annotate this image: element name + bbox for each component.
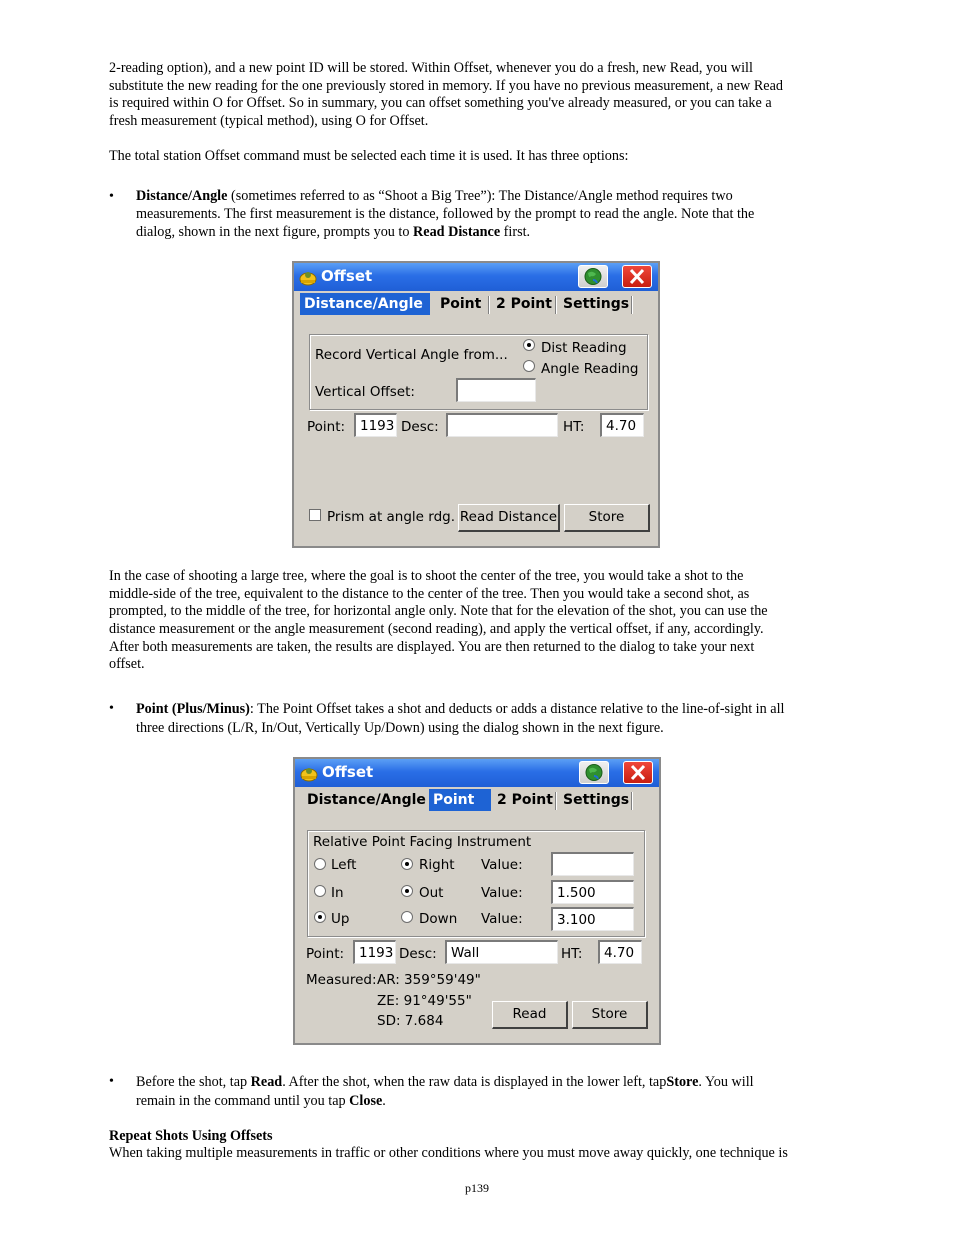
intro-line-5: The total station Offset command must be selected each time it is used. It has three options: (109, 148, 629, 164)
intro-line-3: is required within O for Offset. So in summary, you can offset something you've already measured, or you can take a (109, 95, 772, 111)
up-down-value-field[interactable]: 3.100 (551, 907, 634, 931)
intro-line-2: substitute the new reading for the one previously stored in memory. If you have no previous measurement, a new Read (109, 78, 783, 94)
right-label: Right (419, 857, 455, 873)
close-button[interactable] (623, 761, 653, 784)
close-icon (623, 266, 651, 287)
point-label: Point: (307, 419, 346, 435)
desc-label: Desc: (401, 419, 439, 435)
offset-dialog-distance-angle (292, 261, 660, 548)
left-right-value-field[interactable] (551, 852, 634, 876)
point-label: Point: (306, 946, 345, 962)
angle-reading-radio[interactable] (523, 360, 535, 372)
left-label: Left (331, 857, 357, 873)
ht-field[interactable]: 4.70 (600, 413, 644, 437)
dialog-title: Offset (321, 267, 373, 285)
bullet1-line-2: measurements. The first measurement is the distance, followed by the prompt to read the angle. Note that the (136, 206, 755, 222)
in-radio[interactable] (314, 885, 326, 897)
down-label: Down (419, 911, 458, 927)
bullet-marker: • (109, 1074, 114, 1089)
left-radio[interactable] (314, 858, 326, 870)
bullet1-line3-start: dialog, shown in the next figure, prompts you to (136, 224, 414, 240)
bullet-marker: • (109, 189, 114, 204)
bullet3-line-1 (136, 1074, 841, 1092)
up-radio[interactable] (314, 911, 326, 923)
bullet2-line-2: three directions (L/R, In/Out, Vertically Up/Down) using the dialog shown in the next figure. (136, 720, 664, 736)
bullet3-close-term: Close (349, 1093, 383, 1109)
bullet1-heading: Distance/Angle (136, 188, 228, 204)
measured-ze: ZE: 91°49'55" (377, 993, 472, 1009)
para2-line-2: middle-side of the tree, equivalent to the distance to the center of the tree. Then you would take a second shot, as (109, 586, 750, 602)
right-radio[interactable] (401, 858, 413, 870)
tab-separator (488, 296, 490, 314)
read-button[interactable]: Read (492, 1001, 568, 1029)
desc-label: Desc: (399, 946, 437, 962)
dialog-titlebar (294, 263, 658, 291)
tab-2-point[interactable]: 2 Point (497, 792, 553, 808)
intro-line-1: 2-reading option), and a new point ID will be stored. Within Offset, whenever you do a fresh, new Read, you will (109, 60, 753, 76)
bullet1-line-1 (136, 188, 841, 206)
tab-separator (555, 296, 557, 314)
dist-reading-label: Dist Reading (541, 340, 627, 356)
tab-settings[interactable]: Settings (563, 792, 630, 808)
vertical-offset-field[interactable] (456, 378, 536, 402)
ht-label: HT: (561, 946, 583, 962)
bullet3-text-1: Before the shot, tap (136, 1074, 251, 1090)
bullet1-line-3 (136, 224, 841, 242)
desc-field[interactable]: Wall (445, 940, 558, 964)
dialog-title: Offset (322, 763, 374, 781)
bullet2-heading: Point (Plus/Minus) (136, 701, 250, 717)
intro-line-4: fresh measurement (typical method), using O for Offset. (109, 113, 429, 129)
para2-line-1: In the case of shooting a large tree, where the goal is to shoot the center of the tree, you would take a shot to the (109, 568, 744, 584)
offset-dialog-point (293, 757, 661, 1045)
tab-bar (298, 293, 628, 315)
down-radio[interactable] (401, 911, 413, 923)
value-label: Value: (481, 885, 523, 901)
para2-line-6: offset. (109, 656, 145, 672)
tab-bar (299, 789, 629, 811)
tab-settings[interactable]: Settings (563, 296, 630, 312)
store-button[interactable]: Store (564, 504, 650, 532)
bullet1-line3-bold: Read Distance (413, 224, 501, 240)
bullet2-text: : The Point Offset takes a shot and deducts or adds a distance relative to the line-of-sight in all (249, 701, 785, 717)
bullet3-text-3: . You will (698, 1074, 754, 1090)
bullet3-text-2: . After the shot, when the raw data is displayed in the lower left, tap (282, 1074, 667, 1090)
value-label: Value: (481, 857, 523, 873)
globe-icon (580, 762, 608, 783)
read-distance-button[interactable]: Read Distance (458, 504, 560, 532)
measured-label: Measured: (306, 972, 377, 988)
desc-field[interactable] (446, 413, 558, 437)
dialog-titlebar (295, 759, 659, 787)
globe-button[interactable] (578, 265, 608, 288)
store-button[interactable]: Store (572, 1001, 648, 1029)
out-radio[interactable] (401, 885, 413, 897)
tab-separator (631, 792, 633, 810)
angle-reading-label: Angle Reading (541, 361, 639, 377)
bullet3-text-5: . (382, 1093, 386, 1109)
tab-2-point[interactable]: 2 Point (496, 296, 552, 312)
surveyor-helmet-icon (298, 267, 318, 287)
in-out-value-field[interactable]: 1.500 (551, 880, 634, 904)
measured-sd: SD: 7.684 (377, 1013, 444, 1029)
globe-icon (579, 266, 607, 287)
para2-line-3: prompted, to the middle of the tree, for horizontal angle only. Note that for the elevation of the shot, you can use the (109, 603, 768, 619)
close-icon (624, 762, 652, 783)
page-number: p139 (465, 1181, 489, 1195)
tab-distance-angle[interactable]: Distance/Angle (307, 792, 426, 808)
prism-at-angle-checkbox[interactable] (309, 509, 321, 521)
measured-ar: AR: 359°59'49" (377, 972, 481, 988)
point-field[interactable]: 1193 (354, 413, 397, 437)
in-label: In (331, 885, 344, 901)
bullet2-line-1 (136, 701, 841, 719)
section-heading: Repeat Shots Using Offsets (109, 1128, 273, 1144)
section-line-1: When taking multiple measurements in traffic or other conditions where you must move away quickly, one technique is (109, 1145, 788, 1161)
tab-point[interactable]: Point (429, 789, 491, 811)
bullet3-text-4: remain in the command until you tap (136, 1093, 350, 1109)
vertical-offset-label: Vertical Offset: (315, 384, 415, 400)
out-label: Out (419, 885, 444, 901)
point-field[interactable]: 1193 (353, 940, 396, 964)
record-vertical-angle-label: Record Vertical Angle from... (315, 347, 508, 363)
relative-point-label: Relative Point Facing Instrument (313, 834, 532, 850)
tab-separator (631, 296, 633, 314)
para2-line-4: distance measurement or the angle measurement (second reading), and apply the vertical offset, if any, accordingly. (109, 621, 764, 637)
dist-reading-radio[interactable] (523, 339, 535, 351)
para2-line-5: After both measurements are taken, the results are displayed. You are then returned to the dialog to take your next (109, 639, 755, 655)
bullet1-line3-end: first. (500, 224, 531, 240)
bullet3-store-term: Store (666, 1074, 699, 1090)
value-label: Value: (481, 911, 523, 927)
tab-distance-angle[interactable]: Distance/Angle (300, 293, 430, 315)
up-label: Up (331, 911, 350, 927)
close-button[interactable] (622, 265, 652, 288)
tab-point[interactable]: Point (440, 296, 482, 312)
surveyor-helmet-icon (299, 763, 319, 783)
bullet-marker: • (109, 701, 114, 716)
bullet3-line-2 (136, 1093, 841, 1111)
bullet3-read-term: Read (250, 1074, 283, 1090)
ht-field[interactable]: 4.70 (598, 940, 642, 964)
bullet1-text: (sometimes referred to as “Shoot a Big Tree”): The Distance/Angle method requires two (227, 188, 733, 204)
globe-button[interactable] (579, 761, 609, 784)
ht-label: HT: (563, 419, 585, 435)
prism-at-angle-label: Prism at angle rdg. (327, 509, 456, 525)
tab-separator (555, 792, 557, 810)
